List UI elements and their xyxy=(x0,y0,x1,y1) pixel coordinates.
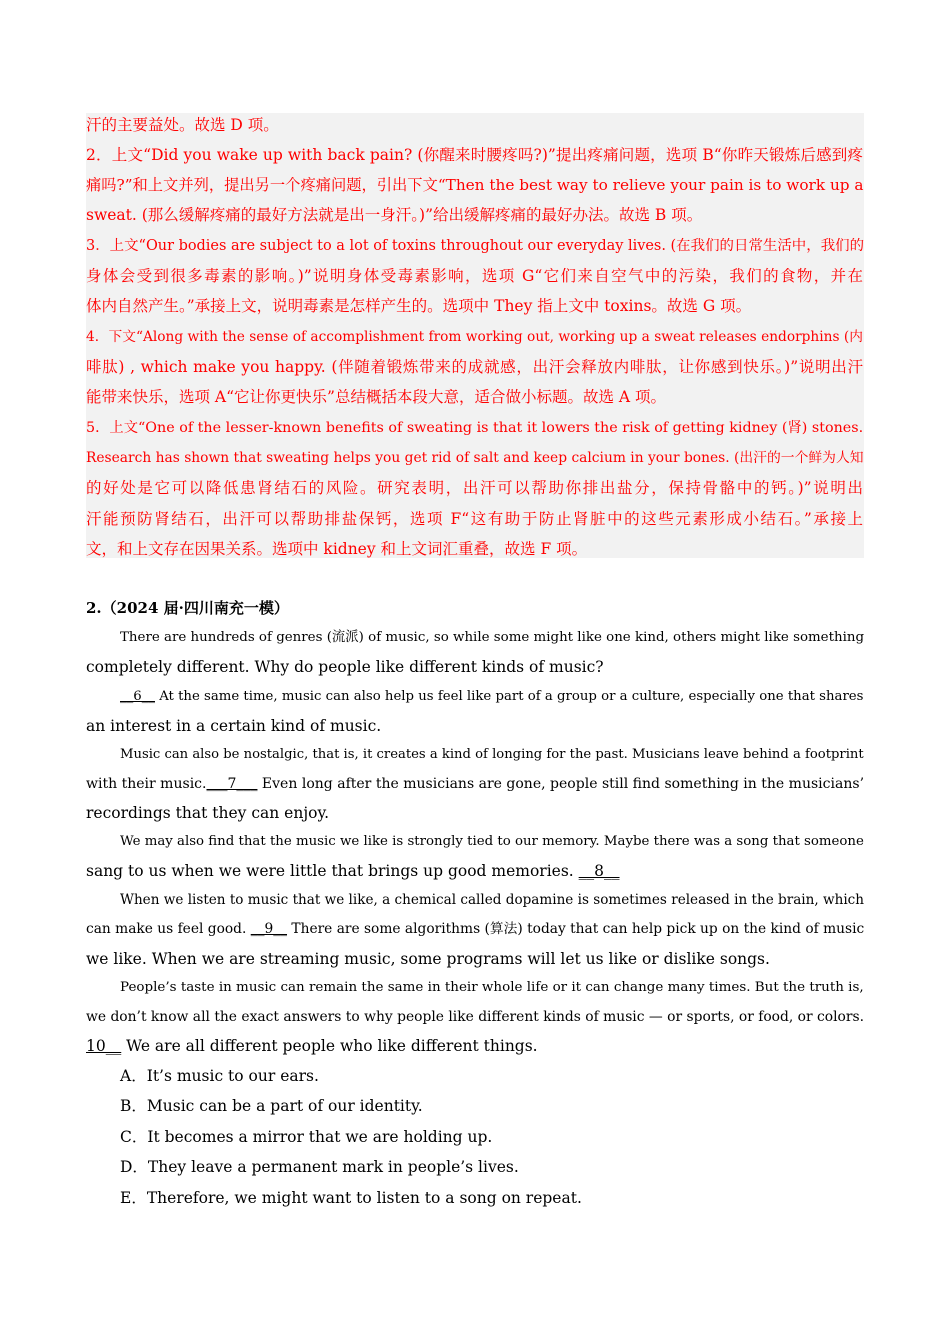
answer-line: 啡肽) , which make you happy. (伴随着锻炼带来的成就感，出汗会释放内啡肽，让你感到快乐。)”说明出汗 xyxy=(86,358,863,376)
passage-line: an interest in a certain kind of music. xyxy=(86,717,382,735)
option-a: A．It’s music to our ears. xyxy=(120,1067,319,1085)
answer-line: 文，和上文存在因果关系。选项中 kidney 和上文词汇重叠，故选 F 项。 xyxy=(86,540,588,558)
option-e: E．Therefore, we might want to listen to a song on repeat. xyxy=(120,1189,582,1207)
answer-line: 能带来快乐，选项 A“它让你更快乐”总结概括本段大意，适合做小标题。故选 A 项。 xyxy=(86,388,667,406)
passage-line: __6__ At the same time, music can also help us feel like part of a group or a culture, especially one that shares xyxy=(120,689,864,704)
answer-line: 的好处是它可以降低患肾结石的风险。研究表明，出汗可以帮助你排出盐分，保持骨骼中的钙。)”说明出 xyxy=(86,479,863,497)
answer-line: 3．上文“Our bodies are subject to a lot of toxins throughout our everyday lives. (在我们的日常生活中，我们的 xyxy=(86,238,865,254)
passage-line: When we listen to music that we like, a chemical called dopamine is sometimes released in the brain, which xyxy=(120,892,865,908)
option-c: C．It becomes a mirror that we are holding up. xyxy=(120,1128,493,1146)
blank-8[interactable]: __8__ xyxy=(578,862,620,880)
answer-line: Research has shown that sweating helps you get rid of salt and keep calcium in your bones. (出汗的一个鲜为人知 xyxy=(86,450,864,466)
answer-line: 汗的主要益处。故选 D 项。 xyxy=(86,116,279,134)
answer-line: 4．下文“Along with the sense of accomplishment from working out, working up a sweat releases endorphins (内 xyxy=(86,329,863,345)
passage-line: with their music.___7___ Even long after the musicians are gone, people still find something in the musicians’ xyxy=(86,776,865,792)
passage-line: completely different. Why do people like different kinds of music? xyxy=(86,658,604,676)
answer-line: 身体会受到很多毒素的影响。)”说明身体受毒素影响，选项 G“它们来自空气中的污染，我们的食物，并在 xyxy=(86,267,863,285)
blank-9[interactable]: __9__ xyxy=(250,921,288,937)
passage-line: we like. When we are streaming music, some programs will let us like or dislike songs. xyxy=(86,950,770,968)
option-d: D．They leave a permanent mark in people’s lives. xyxy=(120,1158,519,1176)
passage-line: Music can also be nostalgic, that is, it creates a kind of longing for the past. Musicians leave behind a footprint xyxy=(120,747,864,762)
passage-line: can make us feel good. __9__ There are some algorithms (算法) today that can help pick up on the kind of music xyxy=(86,921,865,937)
passage-line: sang to us when we were little that brings up good memories. __8__ xyxy=(86,862,620,880)
question-heading: 2.（2024 届·四川南充一模） xyxy=(86,599,289,617)
answer-line: 5．上文“One of the lesser-known benefits of sweating is that it lowers the risk of getting kidney (肾) stones. xyxy=(86,420,864,436)
blank-10[interactable]: 10__ xyxy=(86,1037,122,1055)
passage-line: recordings that they can enjoy. xyxy=(86,804,330,822)
passage-line: There are hundreds of genres (流派) of music, so while some might like one kind, others might like something xyxy=(120,630,865,645)
answer-line: 体内自然产生。”承接上文，说明毒素是怎样产生的。选项中 They 指上文中 toxins。故选 G 项。 xyxy=(86,297,752,315)
blank-7[interactable]: ___7___ xyxy=(206,776,258,792)
passage-line: We may also find that the music we like is strongly tied to our memory. Maybe there was a song that someone xyxy=(120,834,864,849)
blank-6[interactable]: __6__ xyxy=(120,689,155,704)
answer-line: 汗能预防肾结石，出汗可以帮助排盐保钙，选项 F“这有助于防止肾脏中的这些元素形成小结石。”承接上 xyxy=(86,510,863,528)
passage-line: 10__ We are all different people who like different things. xyxy=(86,1037,538,1055)
passage-line: we don’t know all the exact answers to why people like different kinds of music — or sports, or food, or colors. xyxy=(86,1009,865,1025)
answer-line: 痛吗?”和上文并列，提出另一个疼痛问题，引出下文“Then the best way to relieve your pain is to work up a xyxy=(86,176,864,194)
answer-line: 2．上文“Did you wake up with back pain? (你醒来时腰疼吗?)”提出疼痛问题，选项 B“你昨天锻炼后感到疼 xyxy=(86,146,863,164)
passage-line: People’s taste in music can remain the same in their whole life or it can change many times. But the truth is, xyxy=(120,980,864,995)
option-b: B．Music can be a part of our identity. xyxy=(120,1097,423,1115)
answer-line: sweat. (那么缓解疼痛的最好方法就是出一身汗。)”给出缓解疼痛的最好办法。故选 B 项。 xyxy=(86,206,703,224)
